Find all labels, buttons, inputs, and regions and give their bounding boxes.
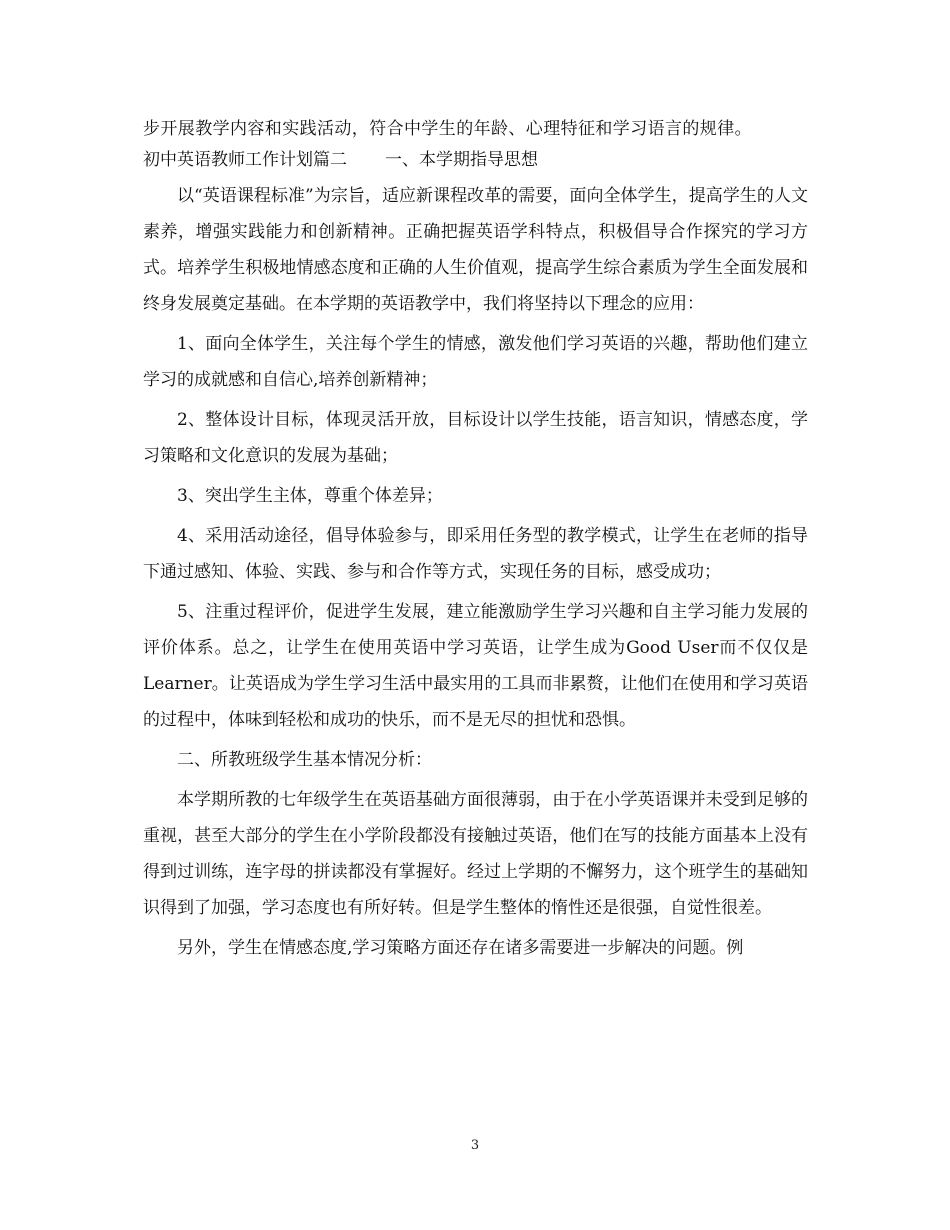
section-title-row [143,142,808,178]
paragraph-item-1: 1、面向全体学生，关注每个学生的情感，激发他们学习英语的兴趣，帮助他们建立学习的成就感和自信心,培养创新精神； [143,334,808,390]
paragraph-item-4: 4、采用活动途径，倡导体验参与，即采用任务型的教学模式，让学生在老师的指导下通过感知、体验、实践、参与和合作等方式，实现任务的目标，感受成功； [143,526,808,582]
paragraph-item-2: 2、整体设计目标，体现灵活开放，目标设计以学生技能，语言知识，情感态度，学习策略和文化意识的发展为基础； [143,410,808,466]
page-number: 3 [470,1138,480,1153]
document-body [143,116,808,970]
section-two-heading: 二、所教班级学生基本情况分析： [177,750,432,770]
paragraph-item-3: 3、突出学生主体，尊重个体差异； [177,486,443,506]
paragraph-additional: 另外，学生在情感态度,学习策略方面还存在诸多需要进一步解决的问题。例 [177,938,744,958]
paragraph-item-5: 5、注重过程评价，促进学生发展，建立能激励学生学习兴趣和自主学习能力发展的评价体系。总之，让学生在使用英语中学习英语，让学生成为Good User而不仅仅是Learner。让英语成为学生学习生活中最实用的工具而非累赘，让他们在使用和学习英语的过程中，体味到轻松和成功的快乐，而不是无尽的担忧和恐惧。 [143,602,808,730]
plan-title: 初中英语教师工作计划篇二 [143,150,347,170]
paragraph-student-analysis: 本学期所教的七年级学生在英语基础方面很薄弱，由于在小学英语课并未受到足够的重视，甚至大部分的学生在小学阶段都没有接触过英语，他们在写的技能方面基本上没有得到过训练，连字母的拼读都没有掌握好。经过上学期的不懈努力，这个班学生的基础知识得到了加强，学习态度也有所好转。但是学生整体的惰性还是很强，自觉性很差。 [143,790,808,918]
continuation-line: 步开展教学内容和实践活动，符合中学生的年龄、心理特征和学习语言的规律。 [143,119,752,139]
section-heading: 一、本学期指导思想 [385,150,538,170]
paragraph-guiding-thought: 以“英语课程标准”为宗旨，适应新课程改革的需要，面向全体学生，提高学生的人文素养，增强实践能力和创新精神。正确把握英语学科特点，积极倡导合作探究的学习方式。培养学生积极地情感态度和正确的人生价值观，提高学生综合素质为学生全面发展和终身发展奠定基础。在本学期的英语教学中，我们将坚持以下理念的应用： [143,186,808,314]
